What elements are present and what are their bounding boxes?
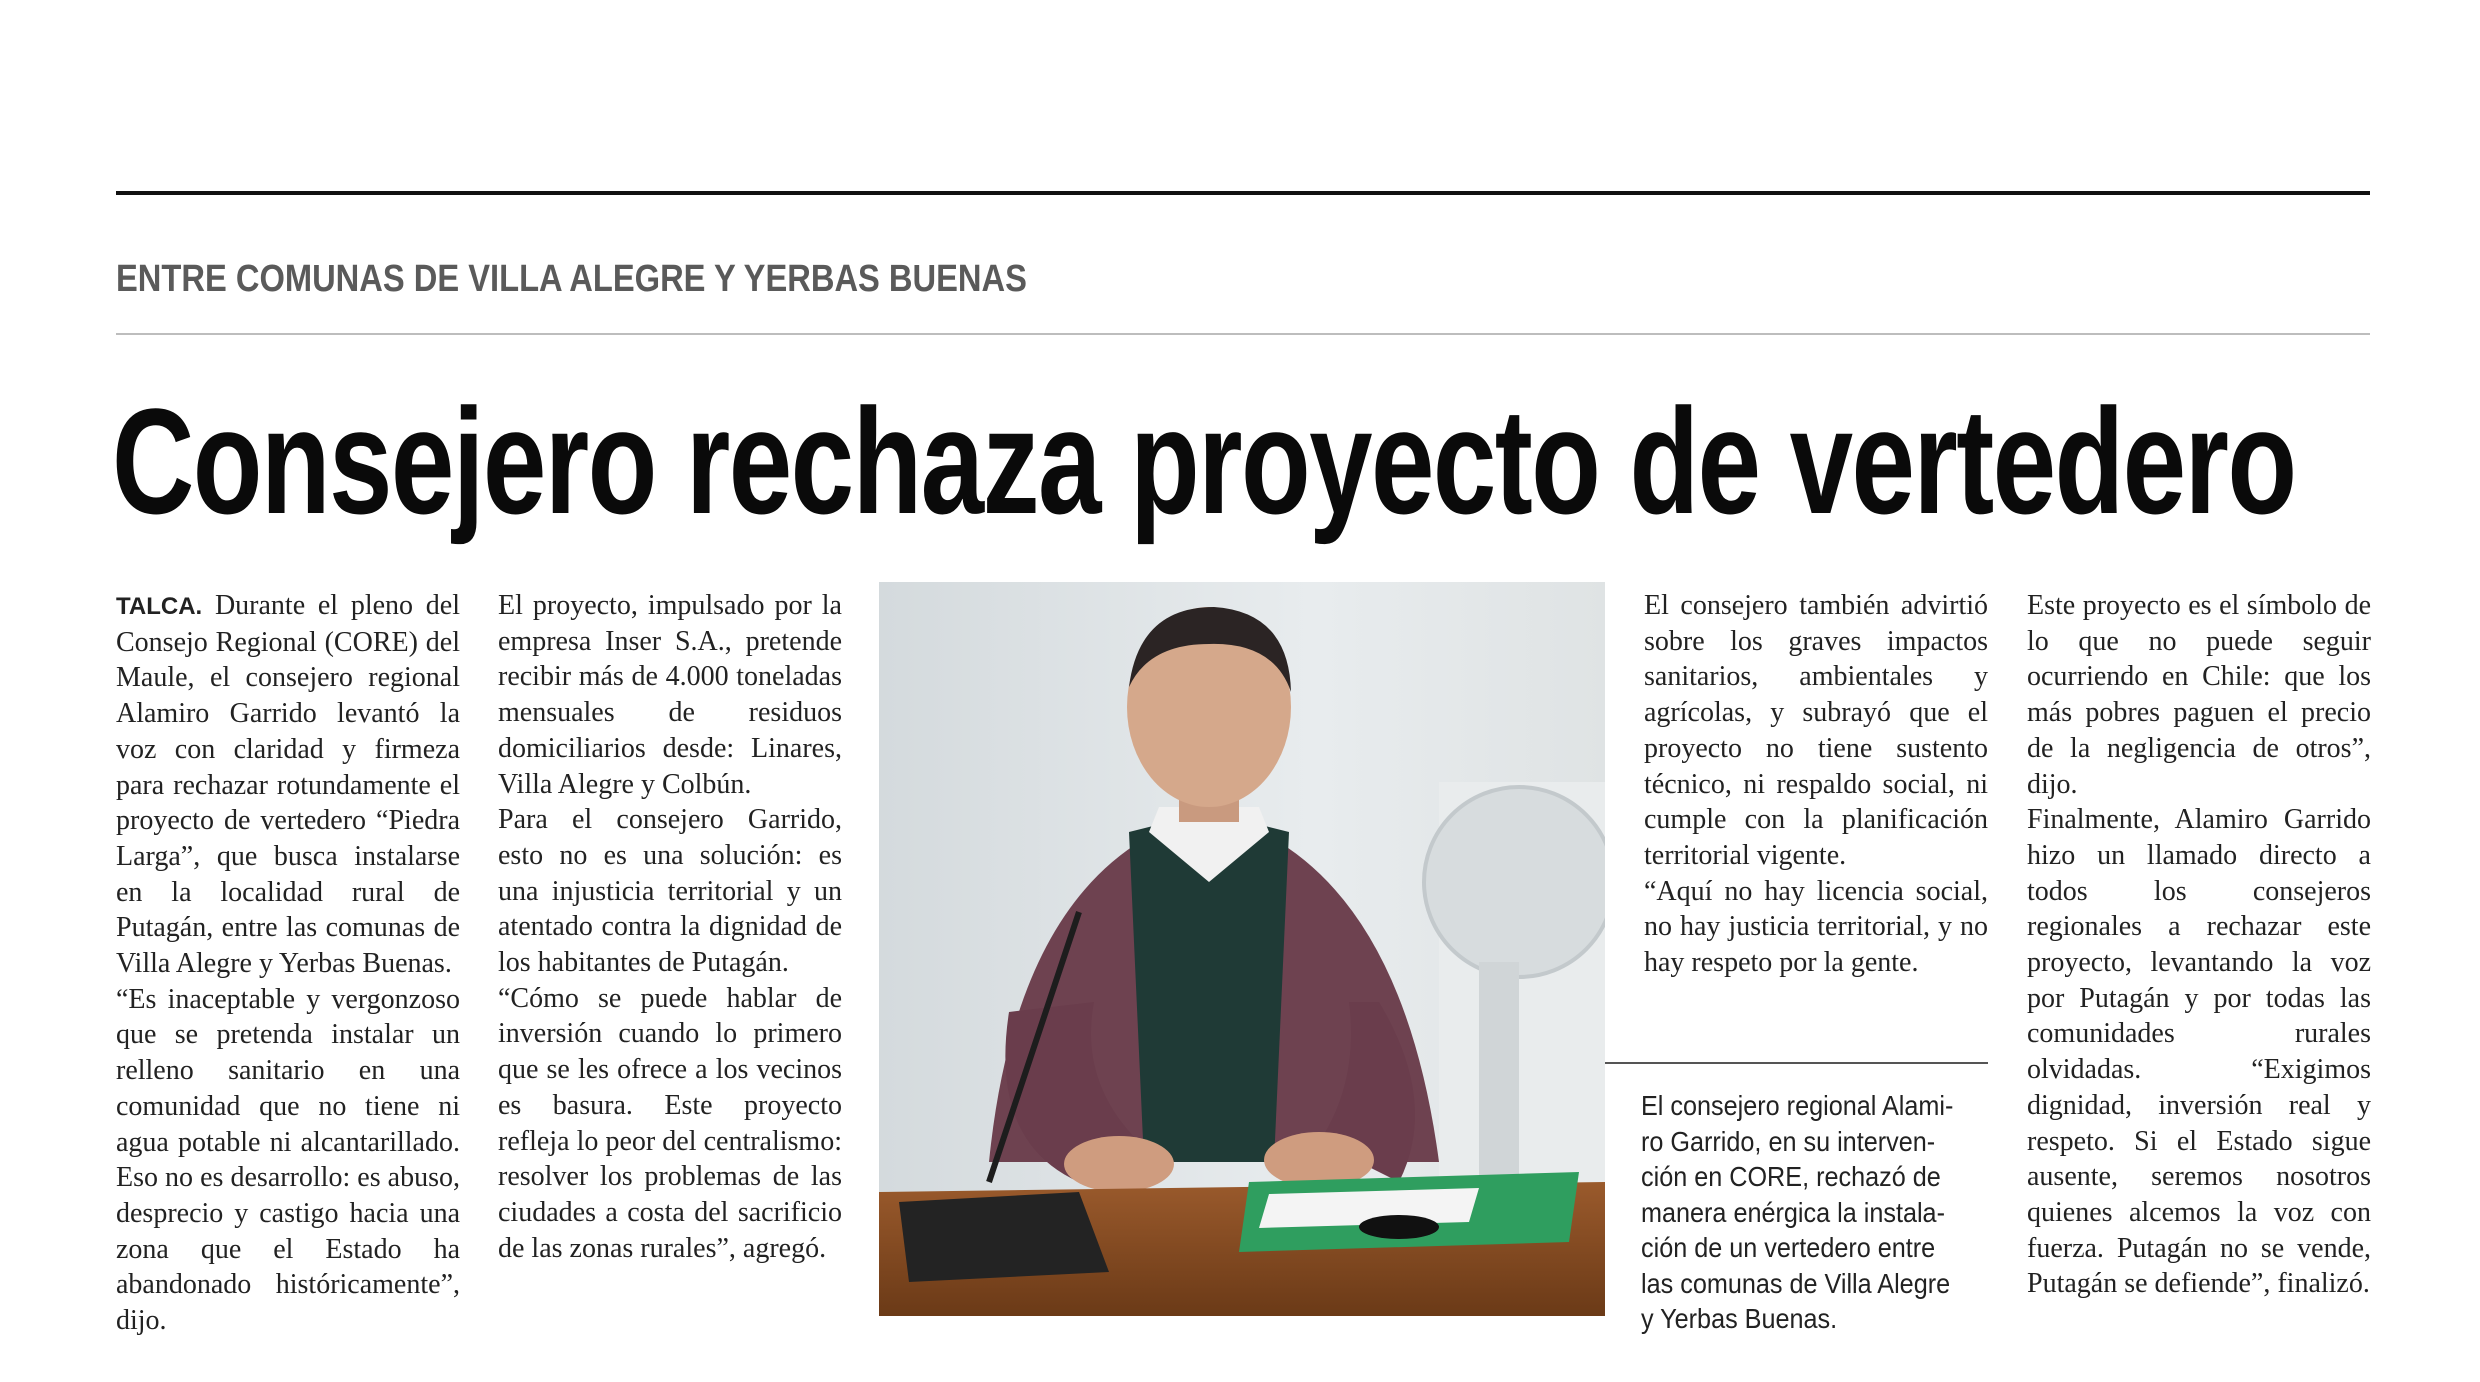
paragraph: Finalmente, Alamiro Garrido hizo un llamado directo a todos los consejeros regionales a rechazar este proyecto, levantando la voz por Putagán y por todas las comunidades rurales olvidadas. “Exigimos dignidad, inversión real y respeto. Si el Estado sigue ausente, seremos nosotros quienes alcemos la voz con fuerza. Putagán no se vende, Putagán se defiende”, finalizó. — [2027, 804, 2371, 1300]
article-kicker: ENTRE COMUNAS DE VILLA ALEGRE Y YERBAS BUENAS — [116, 258, 1027, 300]
dateline: TALCA. — [116, 593, 203, 620]
paragraph: El proyecto, impulsado por la empresa Inser S.A., pretende recibir más de 4.000 toneladas mensuales de residuos domiciliarios desde: Linares, Villa Alegre y Colbún. — [498, 590, 842, 800]
caption-rule — [1605, 1062, 1988, 1064]
article-column-3 — [1644, 588, 1988, 981]
article-photo — [879, 582, 1605, 1316]
article-column-4 — [2027, 588, 2371, 1302]
article-headline: Consejero rechaza proyecto de vertedero — [112, 377, 2296, 545]
paragraph: “Es inaceptable y vergonzoso que se pretenda instalar un relleno sanitario en una comunidad que no tiene ni agua potable ni alcantarillado. Eso no es desarrollo: es abuso, desprecio y castigo hacia una zona que el Estado ha abandonado históricamente”, dijo. — [116, 983, 460, 1337]
paragraph: “Aquí no hay licencia social, no hay justicia territorial, y no hay respeto por la gente. — [1644, 875, 1988, 979]
paragraph: El consejero también advirtió sobre los graves impactos sanitarios, ambientales y agrícolas, y subrayó que el proyecto no tiene sustento técnico, ni respaldo social, ni cumple con la planificación territorial vigente. — [1644, 590, 1988, 871]
article-column-1 — [116, 588, 460, 1339]
article-column-2 — [498, 588, 842, 1266]
top-rule — [116, 191, 2370, 195]
paragraph: Este proyecto es el símbolo de lo que no puede seguir ocurriendo en Chile: que los más pobres paguen el precio de la negligencia de otros”, dijo. — [2027, 590, 2371, 800]
kicker-rule — [116, 333, 2370, 335]
paragraph: TALCA. Durante el pleno del Consejo Regional (CORE) del Maule, el consejero regional Alamiro Garrido levantó la voz con claridad y firmeza para rechazar rotundamente el proyecto de vertedero “Piedra Larga”, que busca instalarse en la localidad rural de Putagán, entre las comunas de Villa Alegre y Yerbas Buenas. — [116, 590, 460, 980]
paragraph: “Cómo se puede hablar de inversión cuando lo primero que se les ofrece a los vecinos es basura. Este proyecto refleja lo peor del centralismo: resolver los problemas de las ciudades a costa del sacrificio de las zonas rurales”, agregó. — [498, 982, 842, 1264]
paragraph: Para el consejero Garrido, esto no es una solución: es una injusticia territorial y un atentado contra la dignidad de los habitantes de Putagán. — [498, 804, 842, 979]
photo-caption: El consejero regional Alami- ro Garrido, en su interven- ción en CORE, rechazó de manera enérgica la instala- ción de un vertedero entre las comunas de Villa Alegre y Yerbas Buenas. — [1641, 1090, 1954, 1334]
